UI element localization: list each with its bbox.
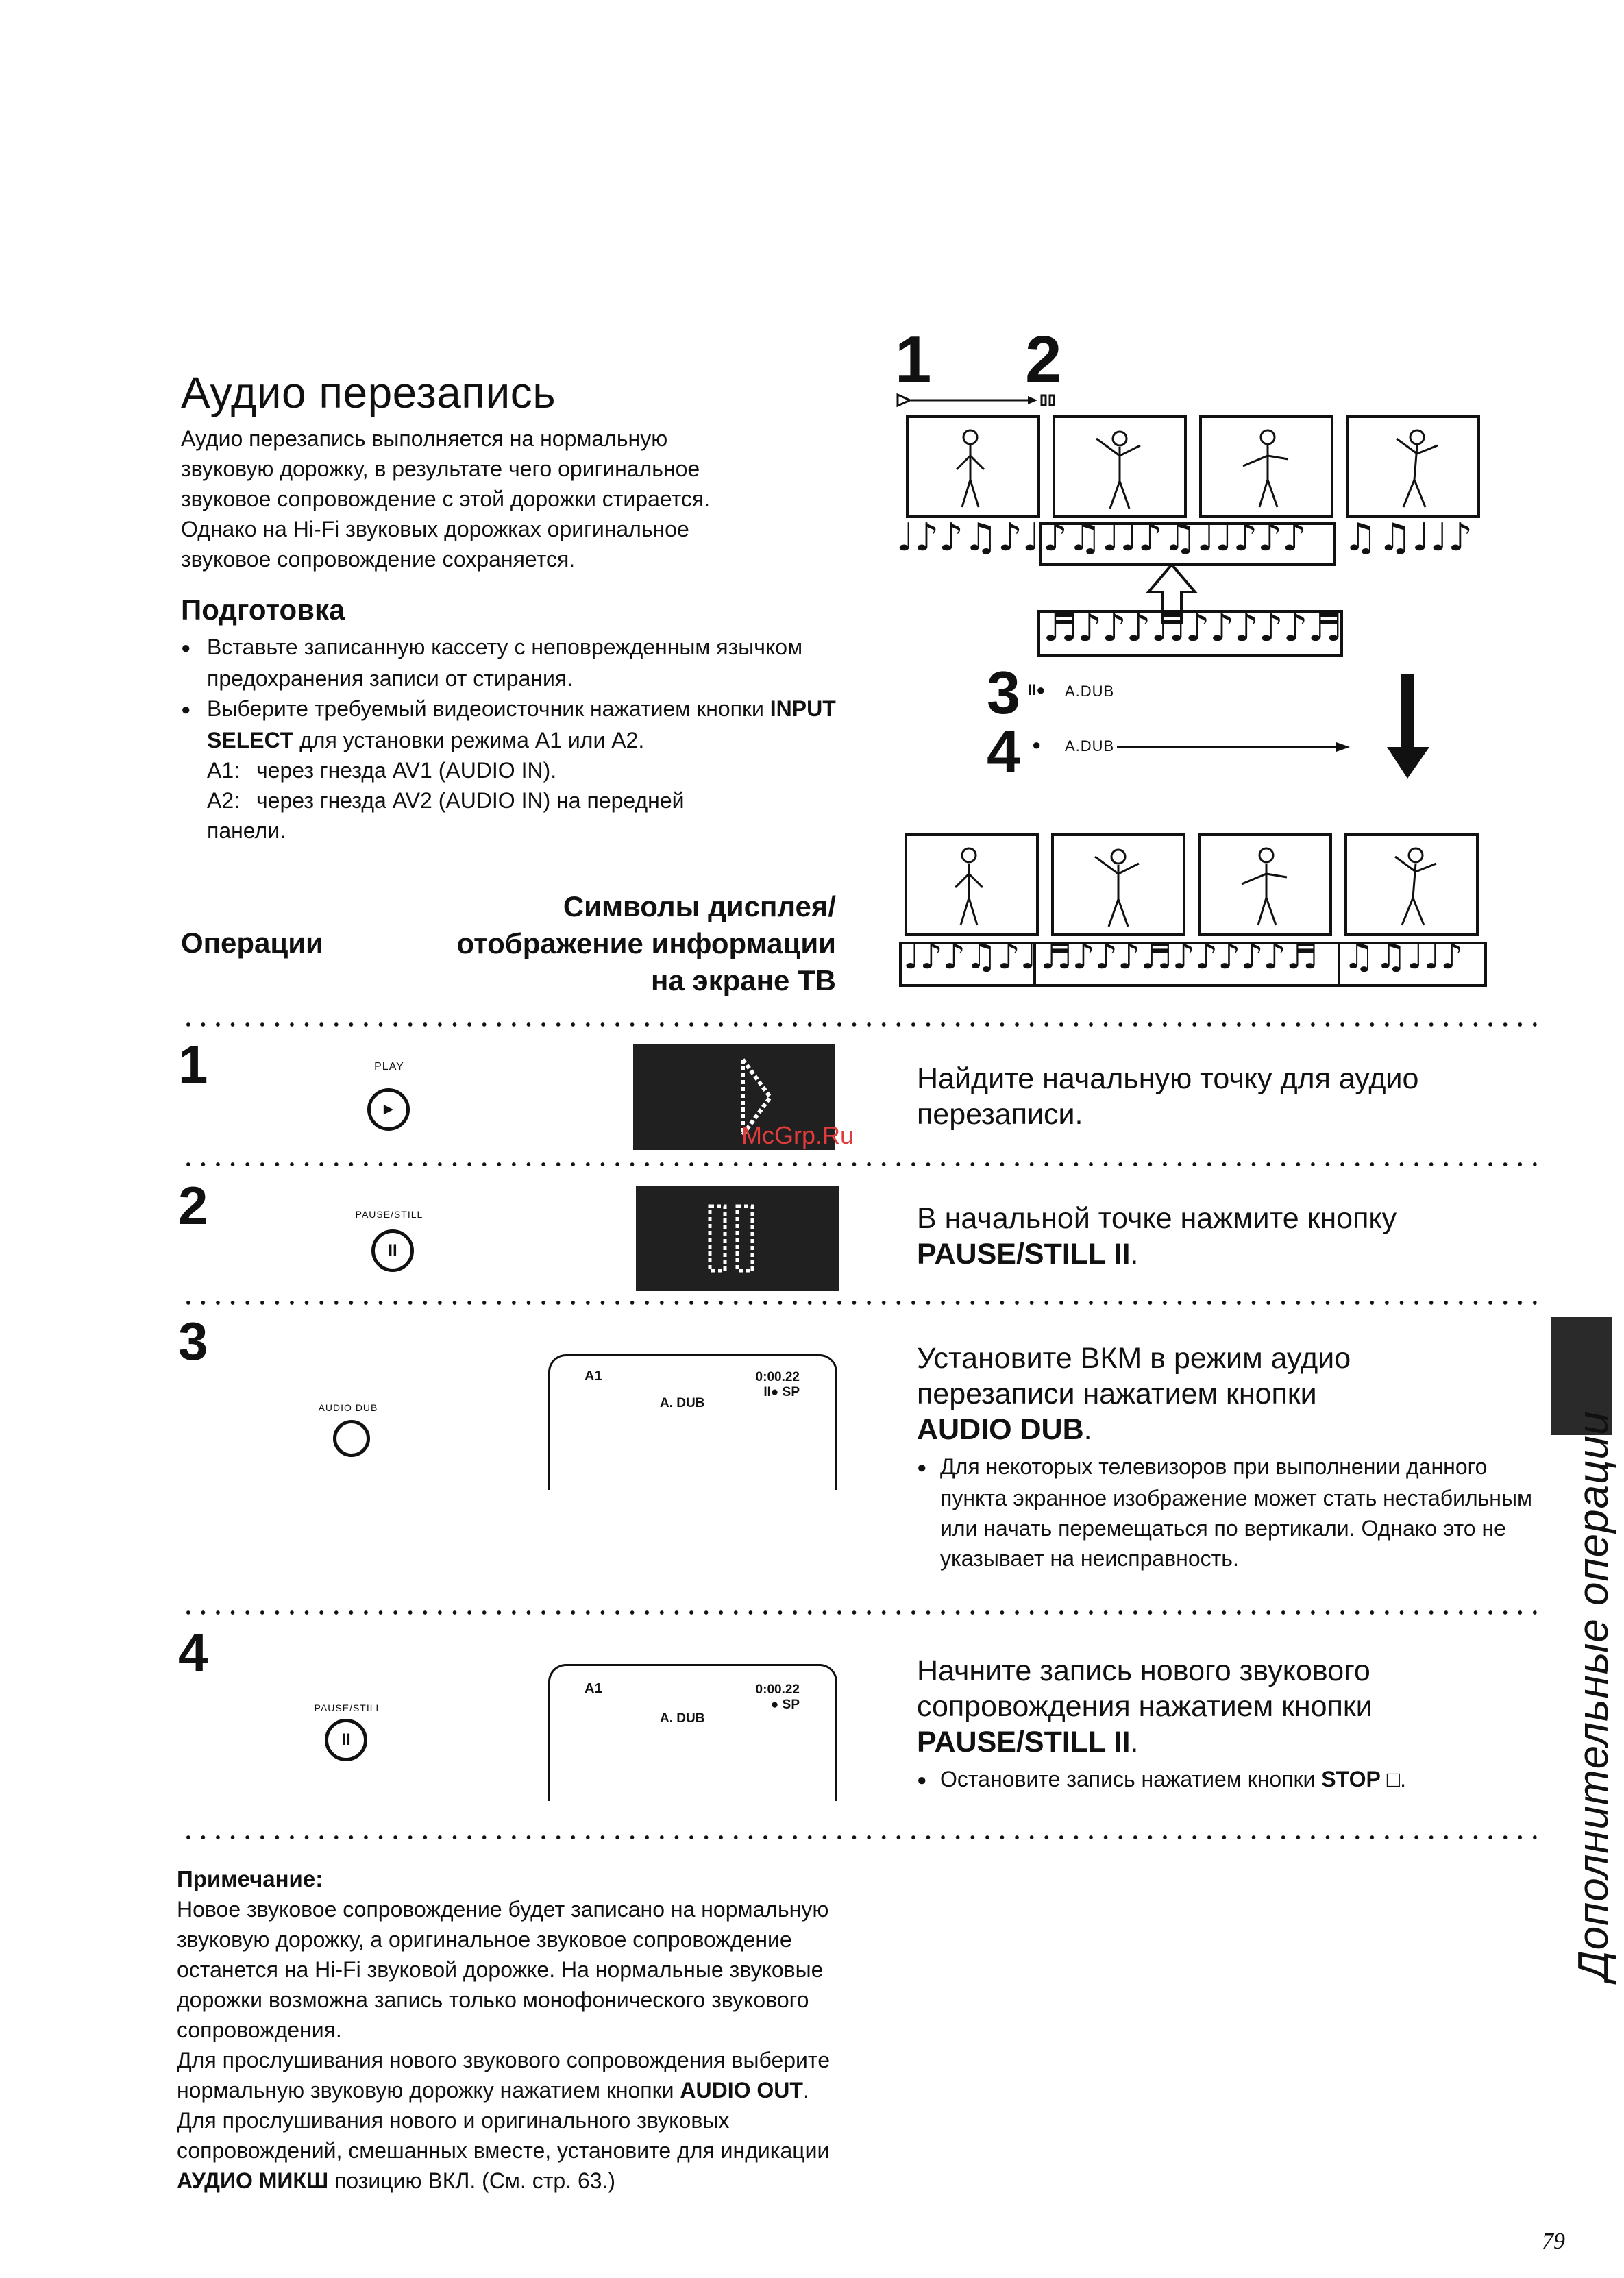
pause-still-button-label: PAUSE/STILL	[314, 1702, 382, 1713]
intro-text	[181, 424, 818, 574]
video-frame	[1053, 415, 1187, 518]
prep-source-a1: A1: через гнезда AV1 (AUDIO IN).	[207, 758, 557, 783]
column-header-display: Символы дисплея/ отображение информации на экране ТВ	[456, 890, 836, 996]
footnote-paragraph: Новое звуковое сопровождение будет записано на нормальную звуковую дорожку, а оригинальное звуковое сопровождение останется на Hi-Fi звуковой дорожке. На нормальные звуковые дорожки возможна запись только монофонического звукового сопровождения.	[177, 1897, 829, 2042]
pause-still-button[interactable]: II	[325, 1719, 367, 1761]
footnote-heading: Примечание:	[177, 1866, 323, 1891]
intro-line: звуковое сопровождение с этой дорожки стирается.	[181, 487, 711, 511]
adub-label-3: A.DUB	[1065, 683, 1115, 700]
intro-line: Аудио перезапись выполняется на нормальную	[181, 426, 668, 451]
track-divider	[1338, 942, 1340, 987]
pause-still-button-label: PAUSE/STILL	[355, 1209, 423, 1220]
audio-track-result-left: ♩♪♪♫♪♩	[903, 936, 1037, 977]
play-button[interactable]: ►	[367, 1088, 410, 1131]
step-4-number: 4	[178, 1622, 208, 1682]
intro-line: звуковую дорожку, в результате чего оригинальное	[181, 456, 700, 481]
step-3-note: ● Для некоторых телевизоров при выполнении данного пункта экранное изображение может стать нестабильным или начать перемещаться по вертикали. Однако это не указывает на неисправность.	[917, 1452, 1534, 1573]
section-side-title: Дополнительные операции	[1570, 1410, 1617, 1981]
audio-track-original-middle: ♪♫♩♩♪♫♩♩♪♪♪	[1043, 515, 1307, 560]
audio-track-new: ♬♪♪♪♬♪♪♪♪♪♬	[1043, 606, 1342, 650]
footnote-paragraph: Для прослушивания нового и оригинального звуковых сопровождений, смешанных вместе, установите для индикации АУДИО МИКШ позицию ВКЛ. (См. стр. 63.)	[177, 2108, 830, 2193]
video-frame	[1198, 833, 1332, 936]
record-arrow	[1117, 740, 1357, 754]
tv-mode: II● SP	[763, 1385, 800, 1399]
audio-track-result-right: ♫♫♩♩♪	[1343, 936, 1464, 977]
separator	[181, 1610, 1545, 1615]
diagram-step-1: 1	[895, 323, 932, 396]
step-1-number: 1	[178, 1034, 208, 1094]
step-3-number: 3	[178, 1311, 208, 1371]
step-1-description: Найдите начальную точку для аудио перезаписи.	[917, 1062, 1419, 1131]
prep-bullet-1: ● Вставьте записанную кассету с неповрежденным язычком предохранения записи от стирания.	[181, 632, 866, 694]
audio-track-result-middle: ♬♪♪♪♬♪♪♪♪♪♬	[1040, 936, 1318, 977]
video-frame	[1346, 415, 1480, 518]
play-to-pause-arrow	[898, 391, 1062, 411]
tv-screen-step-4	[548, 1664, 837, 1801]
diagram-step-2: 2	[1025, 323, 1062, 396]
prep-source-a2: A2: через гнезда AV2 (AUDIO IN) на передней	[207, 788, 685, 813]
diagram-step-3: 3	[987, 659, 1020, 726]
display-pause-symbol	[636, 1186, 839, 1291]
tv-counter: 0:00.22	[755, 1370, 800, 1384]
separator	[181, 1835, 1545, 1839]
prep-bullet-2: ● Выберите требуемый видеоисточник нажатием кнопки INPUT SELECT для установки режима A1 или A2.	[181, 694, 866, 755]
pause-still-button[interactable]: II	[371, 1229, 414, 1272]
rec-icon: ●	[1032, 736, 1042, 753]
intro-line: Однако на Hi-Fi звуковых дорожках оригинальное	[181, 517, 689, 541]
prep-source-a2-cont: панели.	[207, 818, 286, 843]
step-2-description: В начальной точке нажмите кнопку PAUSE/STILL II.	[917, 1202, 1397, 1271]
video-frame	[906, 415, 1040, 518]
step-3-description: Установите ВКМ в режим аудио перезаписи нажатием кнопки AUDIO DUB. ● Для некоторых телевизоров при выполнении данного пункта экранное изображение может стать нестабильным или начать перемещаться по вертикали. Однако это не указывает на неисправность.	[917, 1340, 1534, 1573]
video-frame	[905, 833, 1039, 936]
audio-dub-diagram	[891, 322, 1508, 994]
tv-input-label: A1	[585, 1369, 602, 1384]
footnote-paragraph: Для прослушивания нового звукового сопровождения выберите нормальную звуковую дорожку нажатием кнопки AUDIO OUT.	[177, 2048, 831, 2103]
audio-dub-button-label: AUDIO DUB	[318, 1402, 378, 1413]
play-button-label: PLAY	[374, 1061, 404, 1073]
tv-counter: 0:00.22	[755, 1682, 800, 1697]
audio-track-original-left: ♩♪♪♫♪♩	[896, 515, 1041, 560]
video-frame	[1199, 415, 1333, 518]
step-4-description: Начните запись нового звукового сопровождения нажатием кнопки PAUSE/STILL II. ● Остановите запись нажатием кнопки STOP □.	[917, 1653, 1534, 1796]
video-frame	[1051, 833, 1185, 936]
pause-rec-icon: II●	[1028, 681, 1046, 698]
step-2-number: 2	[178, 1175, 208, 1236]
step-4-note: ● Остановите запись нажатием кнопки STOP □.	[917, 1764, 1534, 1796]
video-frame	[1344, 833, 1479, 936]
tv-input-label: A1	[585, 1681, 602, 1696]
separator	[181, 1162, 1545, 1166]
footnote	[177, 1864, 862, 2196]
preparation-list	[181, 632, 866, 846]
page-title: Аудио перезапись	[181, 368, 556, 417]
tv-adub: A. DUB	[660, 1396, 705, 1410]
diagram-step-4: 4	[987, 718, 1020, 785]
separator	[181, 1301, 1545, 1305]
intro-line: звуковое сопровождение сохраняется.	[181, 547, 576, 572]
tv-mode: ● SP	[770, 1698, 800, 1712]
audio-dub-button[interactable]	[333, 1420, 370, 1457]
page-number: 79	[1542, 2229, 1565, 2254]
watermark: McGrp.Ru	[741, 1121, 854, 1149]
adub-label-4: A.DUB	[1065, 737, 1115, 755]
tv-adub: A. DUB	[660, 1711, 705, 1726]
column-header-operations: Операции	[181, 927, 323, 959]
audio-track-original-right: ♫♫♩♩♪	[1343, 515, 1473, 560]
tv-screen-step-3	[548, 1354, 837, 1490]
separator	[181, 1022, 1545, 1027]
preparation-heading: Подготовка	[181, 593, 345, 626]
down-arrow-icon	[1384, 672, 1432, 781]
